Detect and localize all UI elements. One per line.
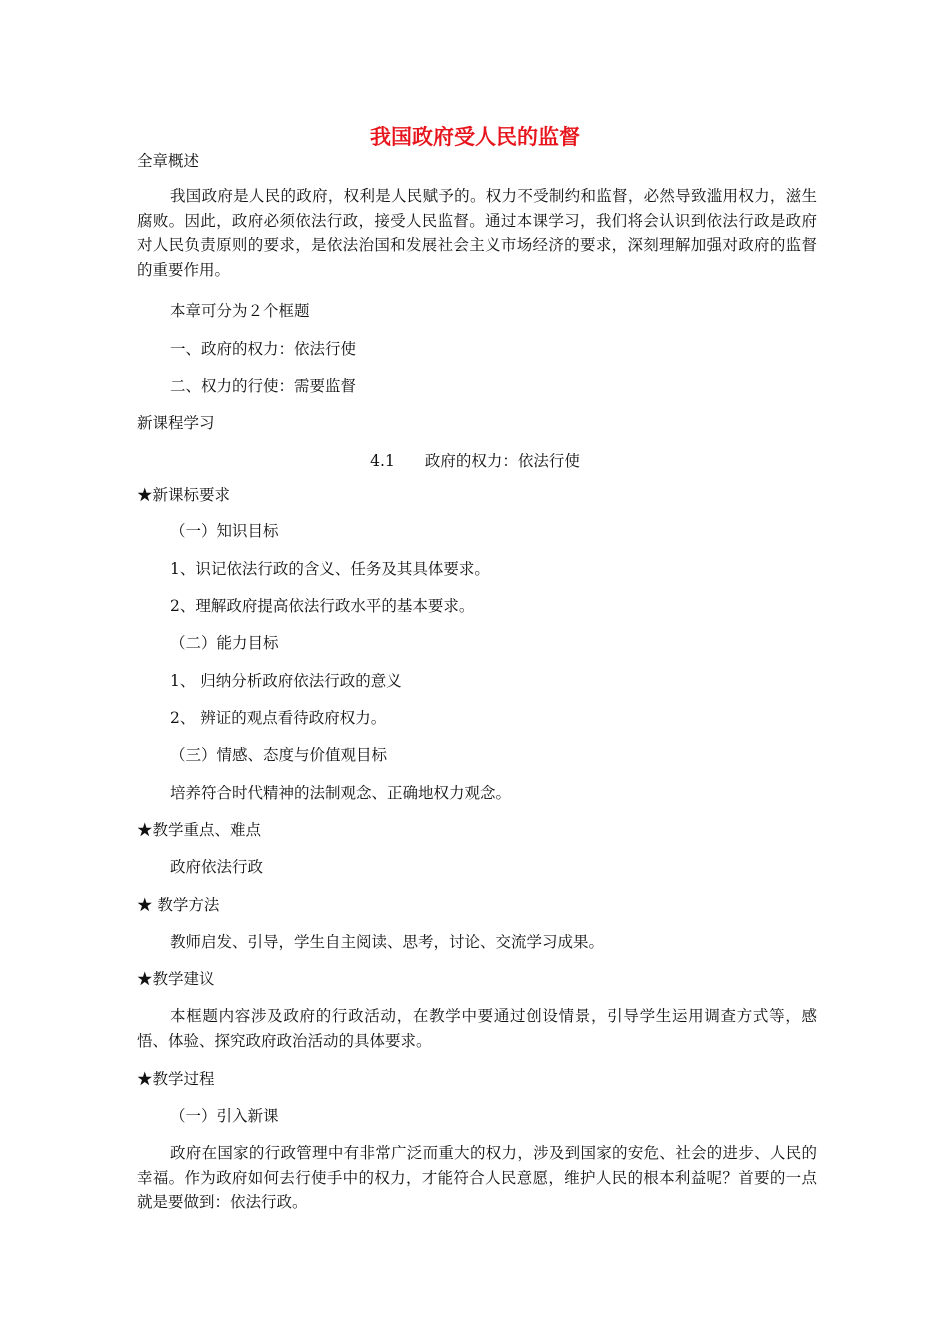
knowledge-item-1: 1、识记依法行政的含义、任务及其具体要求。 — [170, 560, 490, 578]
emotion-goal: （三）情感、态度与价值观目标 — [170, 746, 388, 764]
knowledge-item-2: 2、理解政府提高依法行政水平的基本要求。 — [170, 597, 475, 615]
section-number: 4.1 — [370, 452, 395, 470]
standards-heading: ★新课标要求 — [137, 486, 231, 504]
knowledge-goal: （一）知识目标 — [170, 522, 279, 540]
method-heading: ★ 教学方法 — [137, 896, 220, 914]
section-heading — [0, 450, 950, 472]
ability-goal: （二）能力目标 — [170, 634, 279, 652]
topics-intro: 本章可分为２个框题 — [170, 302, 310, 320]
advice-heading: ★教学建议 — [137, 970, 215, 988]
ability-item-2: 2、 辨证的观点看待政府权力。 — [170, 709, 387, 727]
ability-item-1: 1、 归纳分析政府依法行政的意义 — [170, 672, 402, 690]
overview-paragraph: 我国政府是人民的政府，权利是人民赋予的。权力不受制约和监督，必然导致滥用权力，滋生腐败。因此，政府必须依法行政，接受人民监督。通过本课学习，我们将会认识到依法行政是政府对人民负责原则的要求，是依法治国和发展社会主义市场经济的要求，深刻理解加强对政府的监督的重要作用。 — [137, 187, 817, 279]
method-text: 教师启发、引导，学生自主阅读、思考，讨论、交流学习成果。 — [170, 933, 605, 951]
document-title: 我国政府受人民的监督 — [370, 125, 580, 149]
intro-label: （一）引入新课 — [170, 1107, 279, 1125]
advice-paragraph: 本框题内容涉及政府的行政活动，在教学中要通过创设情景，引导学生运用调查方式等，感悟、体验、探究政府政治活动的具体要求。 — [137, 1007, 817, 1050]
focus-text: 政府依法行政 — [170, 858, 264, 876]
section-title: 政府的权力：依法行使 — [424, 452, 580, 470]
topic-1: 一、政府的权力：依法行使 — [170, 340, 357, 358]
new-course-label: 新课程学习 — [137, 414, 215, 432]
process-heading: ★教学过程 — [137, 1070, 215, 1088]
emotion-item-1: 培养符合时代精神的法制观念、正确地权力观念。 — [170, 784, 512, 802]
topic-2: 二、权力的行使：需要监督 — [170, 377, 357, 395]
overview-label: 全章概述 — [137, 152, 200, 170]
intro-paragraph: 政府在国家的行政管理中有非常广泛而重大的权力，涉及到国家的安危、社会的进步、人民的幸福。作为政府如何去行使手中的权力，才能符合人民意愿，维护人民的根本利益呢？首要的一点就是要做到：依法行政。 — [137, 1144, 817, 1211]
focus-heading: ★教学重点、难点 — [137, 821, 262, 839]
